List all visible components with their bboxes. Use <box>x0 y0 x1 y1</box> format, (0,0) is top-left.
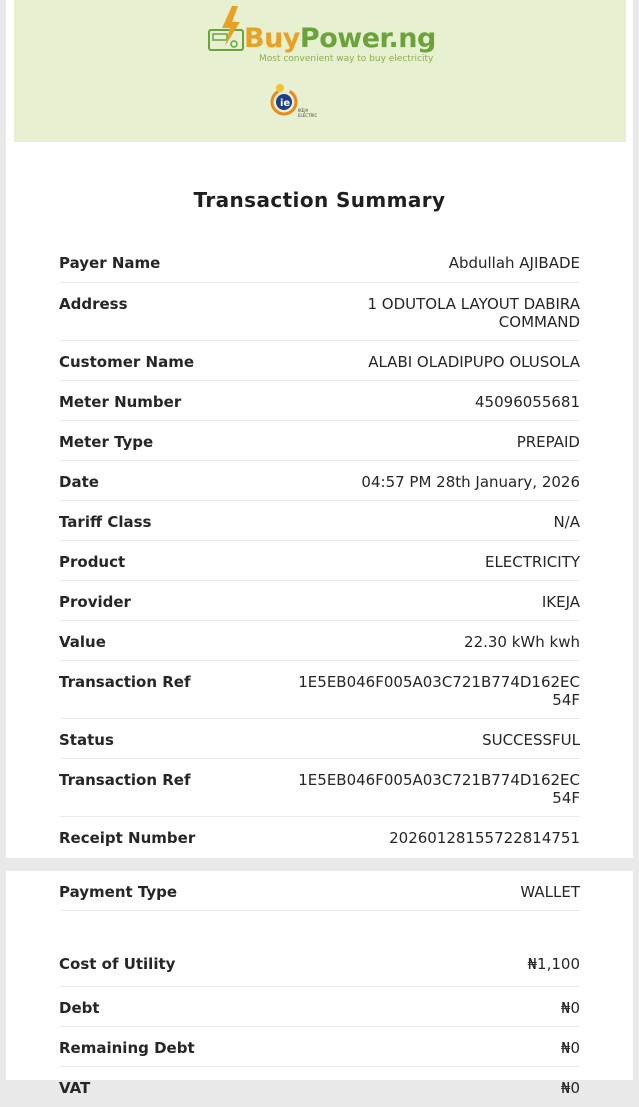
row-value: IKEJA <box>541 593 580 611</box>
row-meter-type <box>59 421 580 461</box>
bolt-meter-icon <box>208 6 248 54</box>
row-value-kwh <box>59 621 580 661</box>
logo-wordmark <box>244 23 436 54</box>
row-label: Receipt Number <box>59 829 196 847</box>
row-label: Value <box>59 633 106 651</box>
row-label: Payer Name <box>59 254 161 272</box>
logo-power: Power.ng <box>299 23 436 54</box>
row-label: VAT <box>59 1079 91 1097</box>
row-label: Meter Type <box>59 433 154 451</box>
row-label: Transaction Ref <box>59 673 191 691</box>
row-label: Customer Name <box>59 353 194 371</box>
row-label: Address <box>59 295 128 313</box>
row-receipt-number <box>59 817 580 857</box>
buypower-logo <box>14 4 626 64</box>
row-value: 22.30 kWh kwh <box>464 633 580 651</box>
page-title: Transaction Summary <box>193 188 446 212</box>
row-payment-type <box>59 871 580 911</box>
row-label: Provider <box>59 593 131 611</box>
row-label: Date <box>59 473 99 491</box>
row-label: Status <box>59 731 114 749</box>
row-label: Remaining Debt <box>59 1039 195 1057</box>
row-label: Payment Type <box>59 883 178 901</box>
logo-buy: Buy <box>244 23 300 54</box>
row-value: ELECTRICITY <box>484 553 580 571</box>
row-label: Tariff Class <box>59 513 152 531</box>
row-value: ₦0 <box>560 1039 580 1057</box>
row-status <box>59 719 580 759</box>
row-value: ALABI OLADIPUPO OLUSOLA <box>368 353 580 371</box>
row-label: Cost of Utility <box>59 955 176 973</box>
receipt-header <box>14 0 626 142</box>
row-value: 45096055681 <box>475 393 580 411</box>
summary-list <box>59 242 580 857</box>
row-value: PREPAID <box>516 433 580 451</box>
payment-spacer <box>59 911 580 945</box>
disco-label: IKEJA ELECTRIC <box>298 108 318 118</box>
payment-list <box>59 871 580 1107</box>
row-value: 1 ODUTOLA LAYOUT DABIRA COMMAND <box>367 295 580 331</box>
row-value: SUCCESSFUL <box>482 731 580 749</box>
row-value: WALLET <box>520 883 580 901</box>
row-cost-of-utility <box>59 945 580 987</box>
row-product <box>59 541 580 581</box>
row-value: 1E5EB046F005A03C721B774D162EC54F <box>298 673 580 709</box>
row-remaining-debt <box>59 1027 580 1067</box>
row-value: ₦1,100 <box>527 955 580 973</box>
row-value: Abdullah AJIBADE <box>448 254 580 272</box>
row-label: Meter Number <box>59 393 182 411</box>
row-label: Product <box>59 553 126 571</box>
svg-text:ie: ie <box>280 98 291 109</box>
row-label: Transaction Ref <box>59 771 191 789</box>
row-payer-name <box>59 242 580 283</box>
row-value: 20260128155722814751 <box>389 829 580 847</box>
row-label: Debt <box>59 999 100 1017</box>
row-vat <box>59 1067 580 1107</box>
row-value: 1E5EB046F005A03C721B774D162EC54F <box>298 771 580 807</box>
row-date <box>59 461 580 501</box>
row-value: 04:57 PM 28th January, 2026 <box>361 473 580 491</box>
row-transaction-ref <box>59 661 580 719</box>
row-debt <box>59 987 580 1027</box>
row-tariff-class <box>59 501 580 541</box>
row-address <box>59 283 580 341</box>
row-value: N/A <box>553 513 580 531</box>
logo-tagline: Most convenient way to buy electricity <box>259 54 434 64</box>
row-value: ₦0 <box>560 1079 580 1097</box>
row-value: ₦0 <box>560 999 580 1017</box>
row-meter-number <box>59 381 580 421</box>
row-customer-name <box>59 341 580 381</box>
row-provider <box>59 581 580 621</box>
row-transaction-ref-2 <box>59 759 580 817</box>
